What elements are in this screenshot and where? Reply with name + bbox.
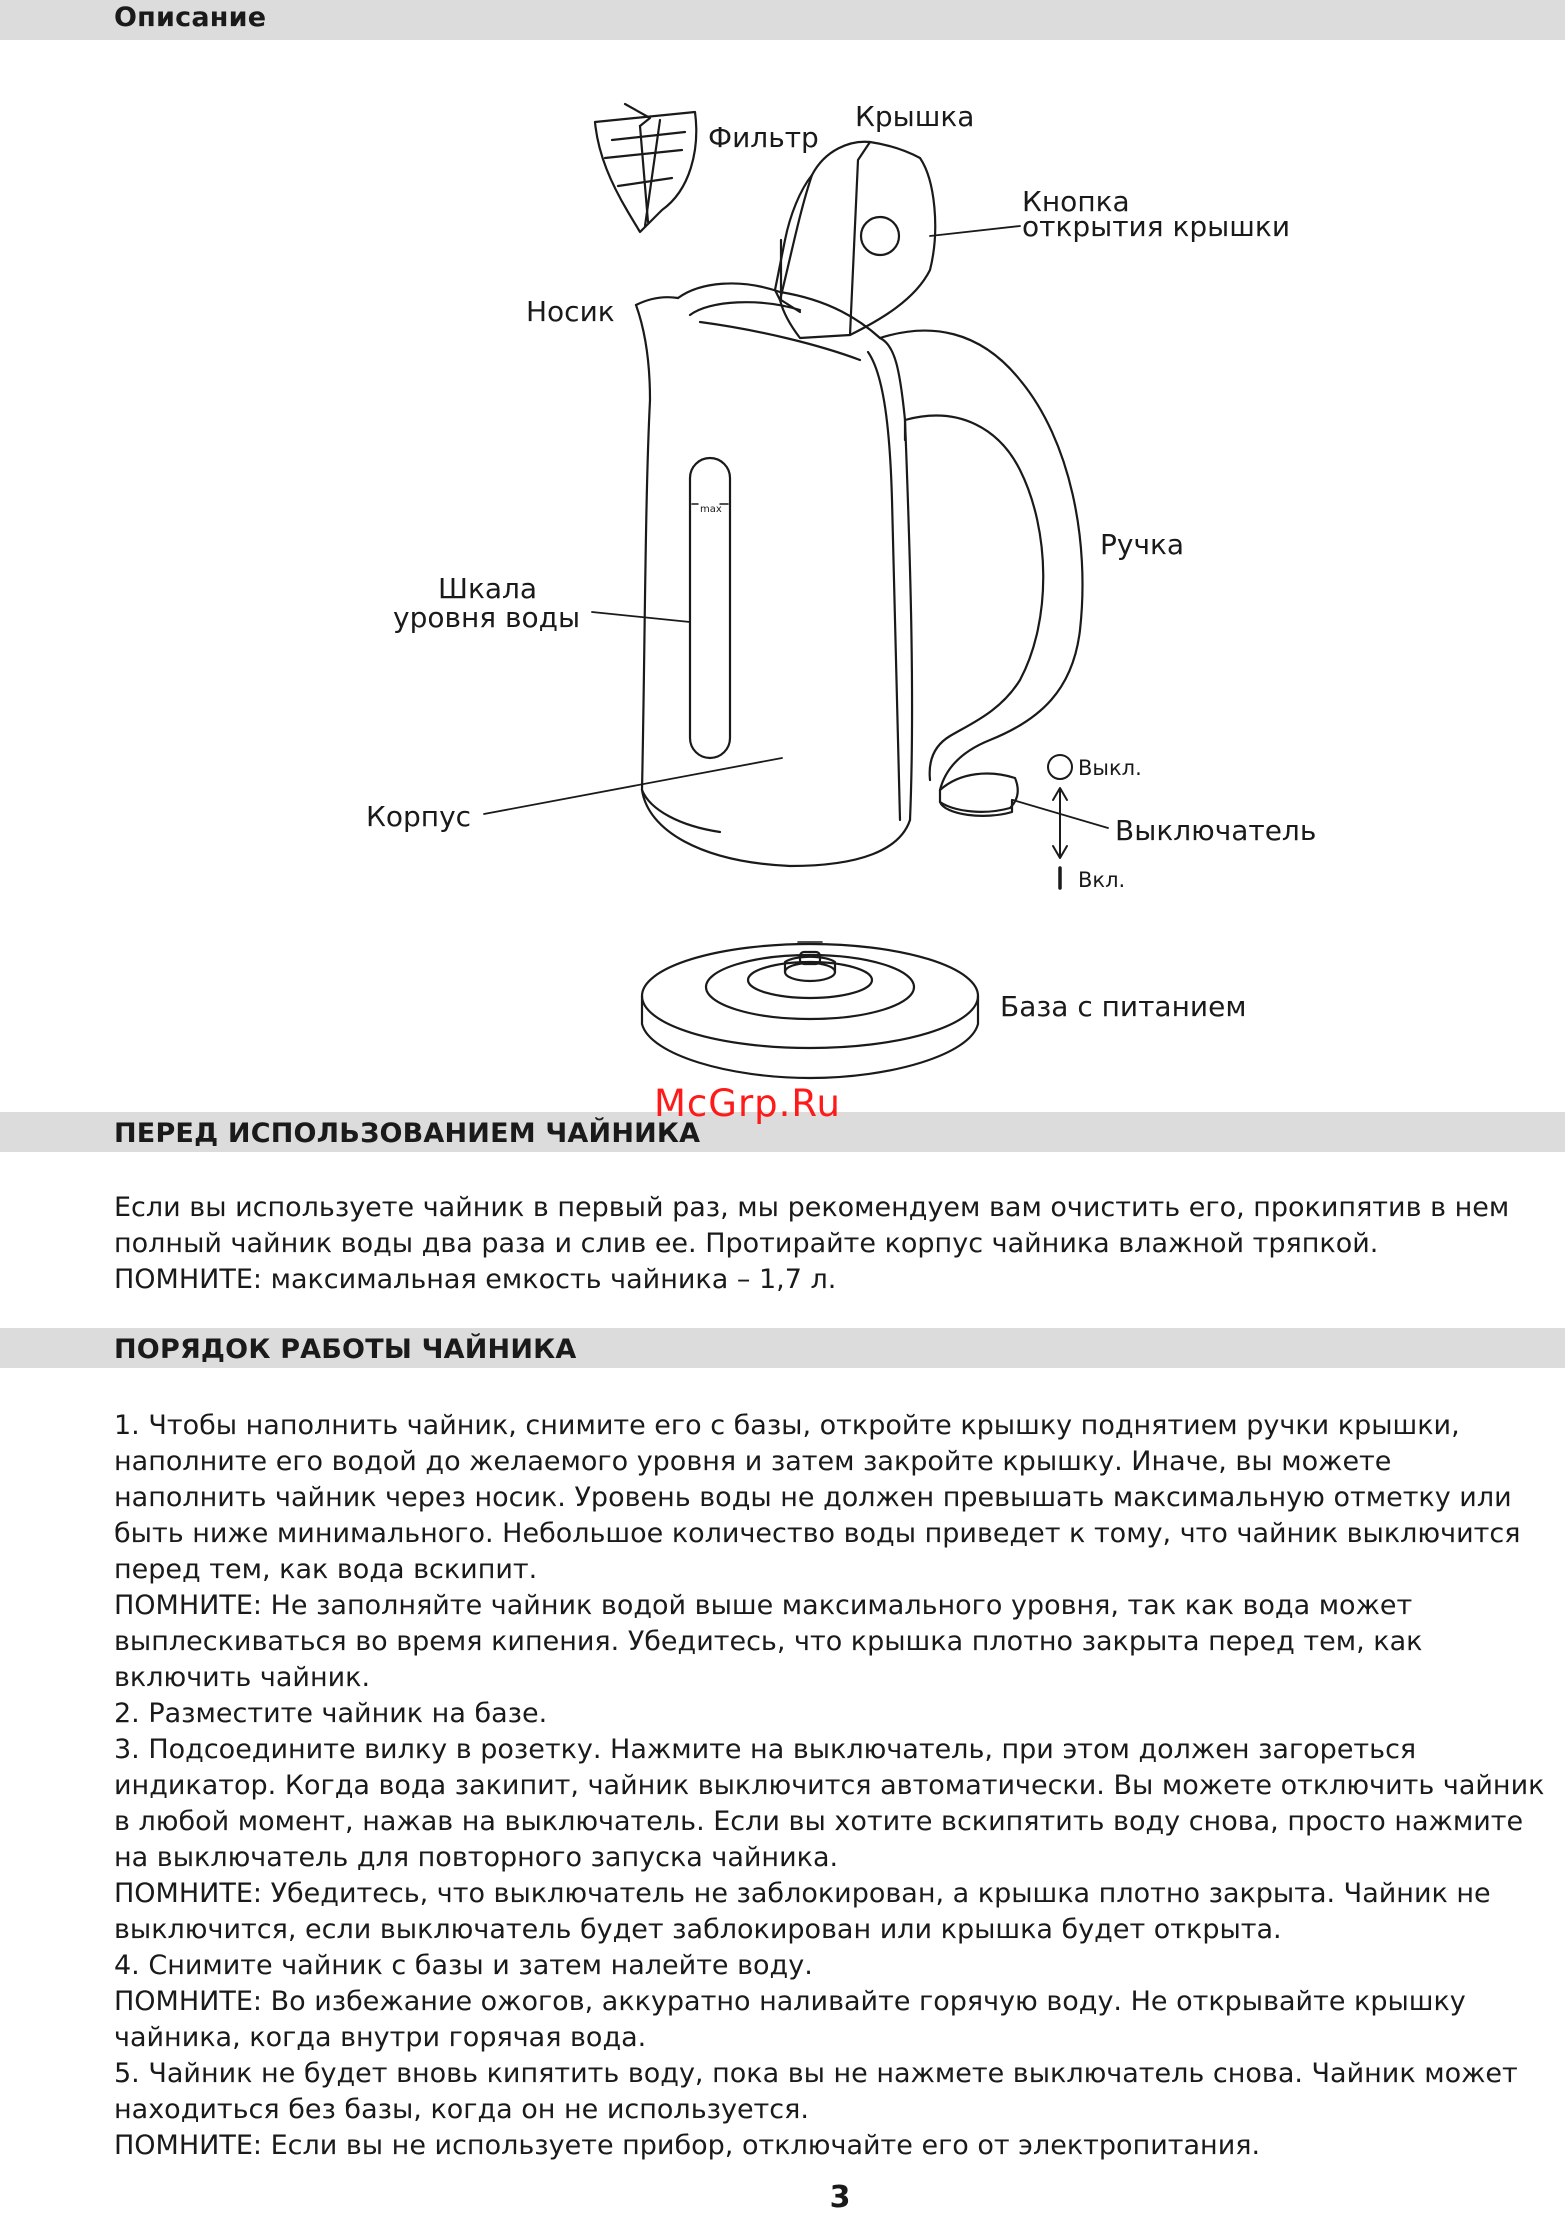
section-title-before-use: ПЕРЕД ИСПОЛЬЗОВАНИЕМ ЧАЙНИКА (114, 1118, 701, 1149)
page-number: 3 (829, 2180, 851, 2215)
label-switch: Выключатель (1115, 814, 1317, 847)
section-body-operation (114, 1408, 1554, 2164)
watermark: McGrp.Ru (654, 1082, 841, 1125)
text-line: в любой момент, нажав на выключатель. Если вы хотите вскипятить воду снова, просто нажмите (114, 1806, 1524, 1837)
text-line: индикатор. Когда вода закипит, чайник выключится автоматически. Вы можете отключить чайник (114, 1770, 1545, 1801)
text-line: ПОМНИТЕ: максимальная емкость чайника – 1,7 л. (114, 1264, 837, 1295)
filter-illustration (595, 104, 696, 232)
max-mark: max (700, 504, 722, 515)
base-illustration (642, 942, 978, 1078)
text-line: ПОМНИТЕ: Не заполняйте чайник водой выше максимального уровня, так как вода может (114, 1590, 1413, 1621)
text-line: 4. Снимите чайник с базы и затем налейте воду. (114, 1950, 813, 1981)
text-line: Если вы используете чайник в первый раз, мы рекомендуем вам очистить его, прокипятив в нем (114, 1192, 1510, 1223)
text-line: 1. Чтобы наполнить чайник, снимите его с базы, откройте крышку поднятием ручки крышки, (114, 1410, 1460, 1441)
text-line: ПОМНИТЕ: Если вы не используете прибор, отключайте его от электропитания. (114, 2130, 1261, 2161)
label-base: База с питанием (1000, 990, 1247, 1023)
text-line: быть ниже минимального. Небольшое количество воды приведет к тому, что чайник выключится (114, 1518, 1521, 1549)
page-title: Описание (114, 2, 267, 33)
label-off: Выкл. (1078, 756, 1142, 780)
label-lid-button-2: открытия крышки (1022, 210, 1291, 243)
text-line: ПОМНИТЕ: Во избежание ожогов, аккуратно наливайте горячую воду. Не открывайте крышку (114, 1986, 1466, 2017)
label-spout: Носик (526, 295, 615, 328)
text-line: ПОМНИТЕ: Убедитесь, что выключатель не заблокирован, а крышка плотно закрыта. Чайник не (114, 1878, 1491, 1909)
label-scale-2: уровня воды (393, 601, 581, 634)
text-line: выключится, если выключатель будет заблокирован или крышка будет открыта. (114, 1914, 1282, 1945)
text-line: наполните его водой до желаемого уровня и затем закройте крышку. Иначе, вы можете (114, 1446, 1392, 1477)
text-line: 2. Разместите чайник на базе. (114, 1698, 548, 1729)
label-filter: Фильтр (708, 121, 819, 154)
text-line: на выключатель для повторного запуска чайника. (114, 1842, 839, 1873)
section-title-operation: ПОРЯДОК РАБОТЫ ЧАЙНИКА (114, 1334, 577, 1365)
text-line: наполнить чайник через носик. Уровень воды не должен превышать максимальную отметку или (114, 1482, 1512, 1513)
text-line: находиться без базы, когда он не используется. (114, 2094, 809, 2125)
text-line: перед тем, как вода вскипит. (114, 1554, 538, 1585)
label-body: Корпус (366, 800, 472, 833)
section-body-before-use (114, 1190, 1554, 1298)
label-lid: Крышка (855, 100, 975, 133)
text-line: 5. Чайник не будет вновь кипятить воду, пока вы не нажмете выключатель снова. Чайник может (114, 2058, 1518, 2089)
text-line: 3. Подсоедините вилку в розетку. Нажмите на выключатель, при этом должен загореться (114, 1734, 1417, 1765)
label-handle: Ручка (1100, 528, 1185, 561)
label-on: Вкл. (1078, 868, 1126, 892)
text-line: включить чайник. (114, 1662, 371, 1693)
kettle-diagram (0, 40, 1565, 1110)
label-scale-1: Шкала (438, 572, 538, 605)
text-line: чайника, когда внутри горячая вода. (114, 2022, 647, 2053)
label-lid-button-1: Кнопка (1022, 185, 1130, 218)
text-line: выплескиваться во время кипения. Убедитесь, что крышка плотно закрыта перед тем, как (114, 1626, 1423, 1657)
text-line: полный чайник воды два раза и слив ее. Протирайте корпус чайника влажной тряпкой. (114, 1228, 1379, 1259)
